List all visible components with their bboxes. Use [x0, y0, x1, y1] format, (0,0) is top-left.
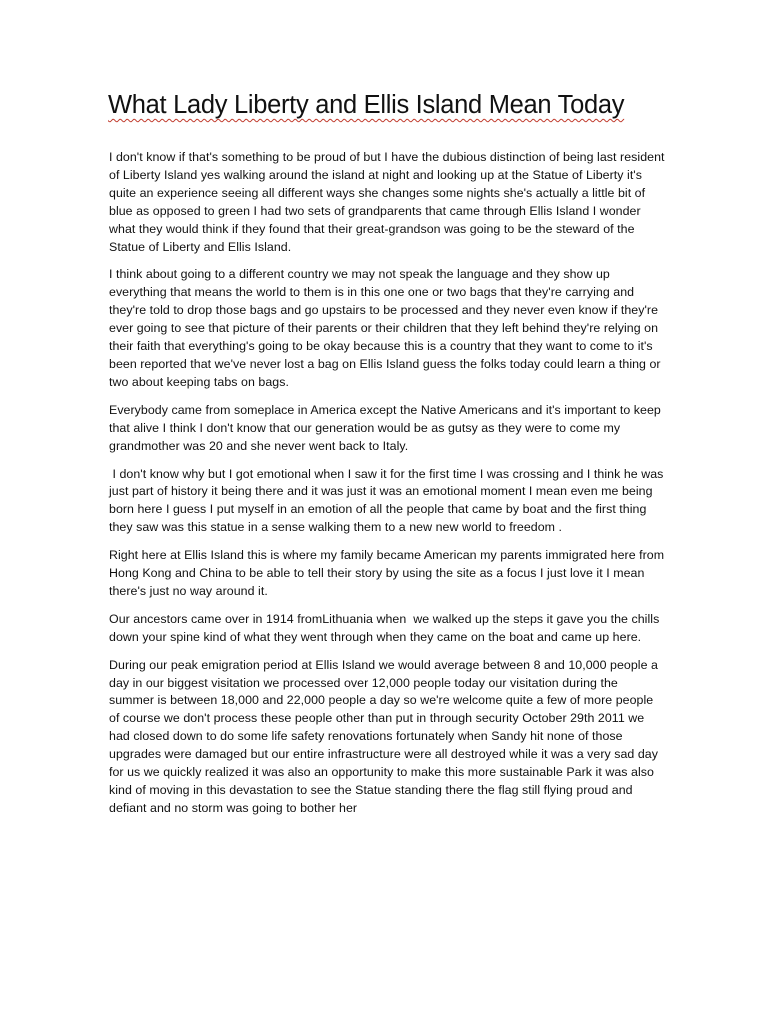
paragraph-2: I think about going to a different country we may not speak the language and they show up everything that means the world to them is in this one one or two bags that they're carrying and they're told to drop those bags and go upstairs to be processed and they never even know if they're ever going to see that picture of their parents or their children that they left behind they're relying on their faith that everything's going to be okay because this is a country that they want to come to it's been reported that we've never lost a bag on Ellis Island guess the folks today could learn a thing or two about keeping tabs on bags. [109, 267, 661, 389]
document-title: What Lady Liberty and Ellis Island Mean Today [108, 91, 625, 119]
paragraph-5: Right here at Ellis Island this is where my family became American my parents immigrated here from Hong Kong and China to be able to tell their story by using the site as a focus I just love it I mean there's just no way around it. [109, 548, 665, 598]
paragraph-4: I don't know why but I got emotional when I saw it for the first time I was crossing and I think he was just part of history it being there and it was just it was an emotional moment I mean even me being born here I guess I put myself in an emotion of all the people that came by boat and the first thing they saw was this statue in a sense walking them to a new new world to freedom . [109, 466, 667, 535]
paragraph-7: During our peak emigration period at Ellis Island we would average between 8 and 10,000 people a day in our biggest visitation we processed over 12,000 people today our visitation during the summer is between 18,000 and 22,000 people a day so we're welcome quite a few of more people of course we don't process these people other than put in through security October 29th 2011 we had closed down to do some life safety renovations fortunately when Sandy hit none of those upgrades were damaged but our entire infrastructure were all destroyed while it was a very sad day for us we quickly realized it was also an opportunity to make this more sustainable Park it was also kind of moving in this devastation to see the Statue standing there the flag still flying proud and defiant and no storm was going to bother her [109, 657, 658, 815]
paragraph-1: I don't know if that's something to be proud of but I have the dubious distinction of being last resident of Liberty Island yes walking around the island at night and looking up at the Statue of Liberty it's quite an experience seeing all different ways she changes some nights she's actually a little bit of blue as opposed to green I had two sets of grandparents that came through Ellis Island I wonder what they would think if they found that their great-grandson was going to be the steward of the Statue of Liberty and Ellis Island. [109, 150, 665, 254]
paragraph-3: Everybody came from someplace in America except the Native Americans and it's important to keep that alive I think I don't know that our generation would be as gutsy as they were to come my grandmother was 20 and she never went back to Italy. [109, 402, 661, 453]
document-body [109, 149, 665, 828]
paragraph-6: Our ancestors came over in 1914 fromLithuania when we walked up the steps it gave you the chills down your spine kind of what they went through when they came on the boat and came up here. [109, 611, 663, 644]
